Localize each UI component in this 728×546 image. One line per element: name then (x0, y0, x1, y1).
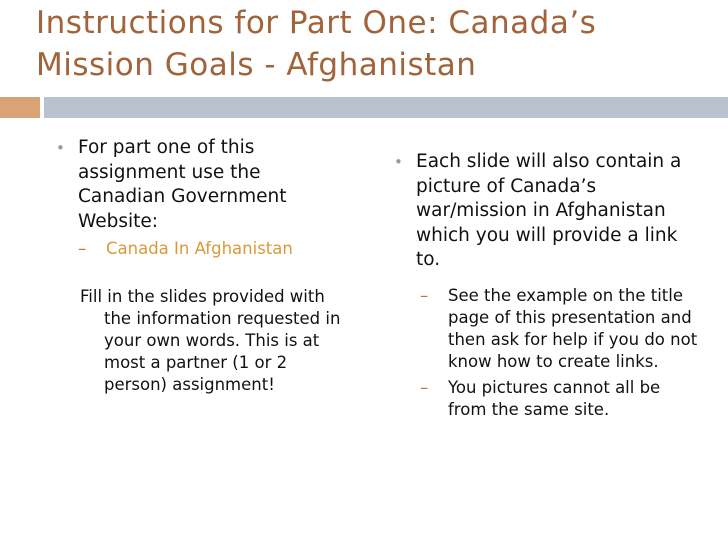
right-sub-item-2-text: You pictures cannot all be from the same site. (448, 377, 661, 419)
bullet-dot-icon: • (56, 139, 65, 157)
left-bullet (56, 136, 346, 234)
left-column (56, 136, 346, 396)
left-bullet-text: For part one of this assignment use the Canadian Government Website: (78, 137, 287, 232)
right-sub-item-1-text: See the example on the title page of this presentation and then ask for help if you do not know how to create links. (448, 285, 698, 371)
dash-icon: – (78, 239, 87, 258)
dash-icon: – (420, 285, 429, 305)
title-line-2: Mission Goals - Afghanistan (36, 47, 477, 83)
right-column (394, 150, 698, 421)
title-divider (0, 97, 728, 118)
right-bullet-text: Each slide will also contain a picture of Canada’s war/mission in Afghanistan which you will provide a link to. (416, 151, 682, 270)
divider-band (44, 97, 728, 118)
dash-icon: – (420, 377, 429, 397)
accent-square (0, 97, 40, 118)
right-bullet (394, 150, 694, 273)
slide-title (36, 2, 716, 86)
left-paragraph: Fill in the slides provided with the information requested in your own words. This is at most a partner (1 or 2 person) assignment! (80, 287, 341, 394)
left-sub-item (78, 238, 346, 260)
title-line-1: Instructions for Part One: Canada’s (36, 5, 597, 41)
bullet-dot-icon: • (394, 153, 403, 171)
right-sub-item-1 (420, 285, 700, 373)
right-sub-item-2 (420, 377, 700, 421)
canada-in-afghanistan-link[interactable]: Canada In Afghanistan (106, 239, 293, 258)
